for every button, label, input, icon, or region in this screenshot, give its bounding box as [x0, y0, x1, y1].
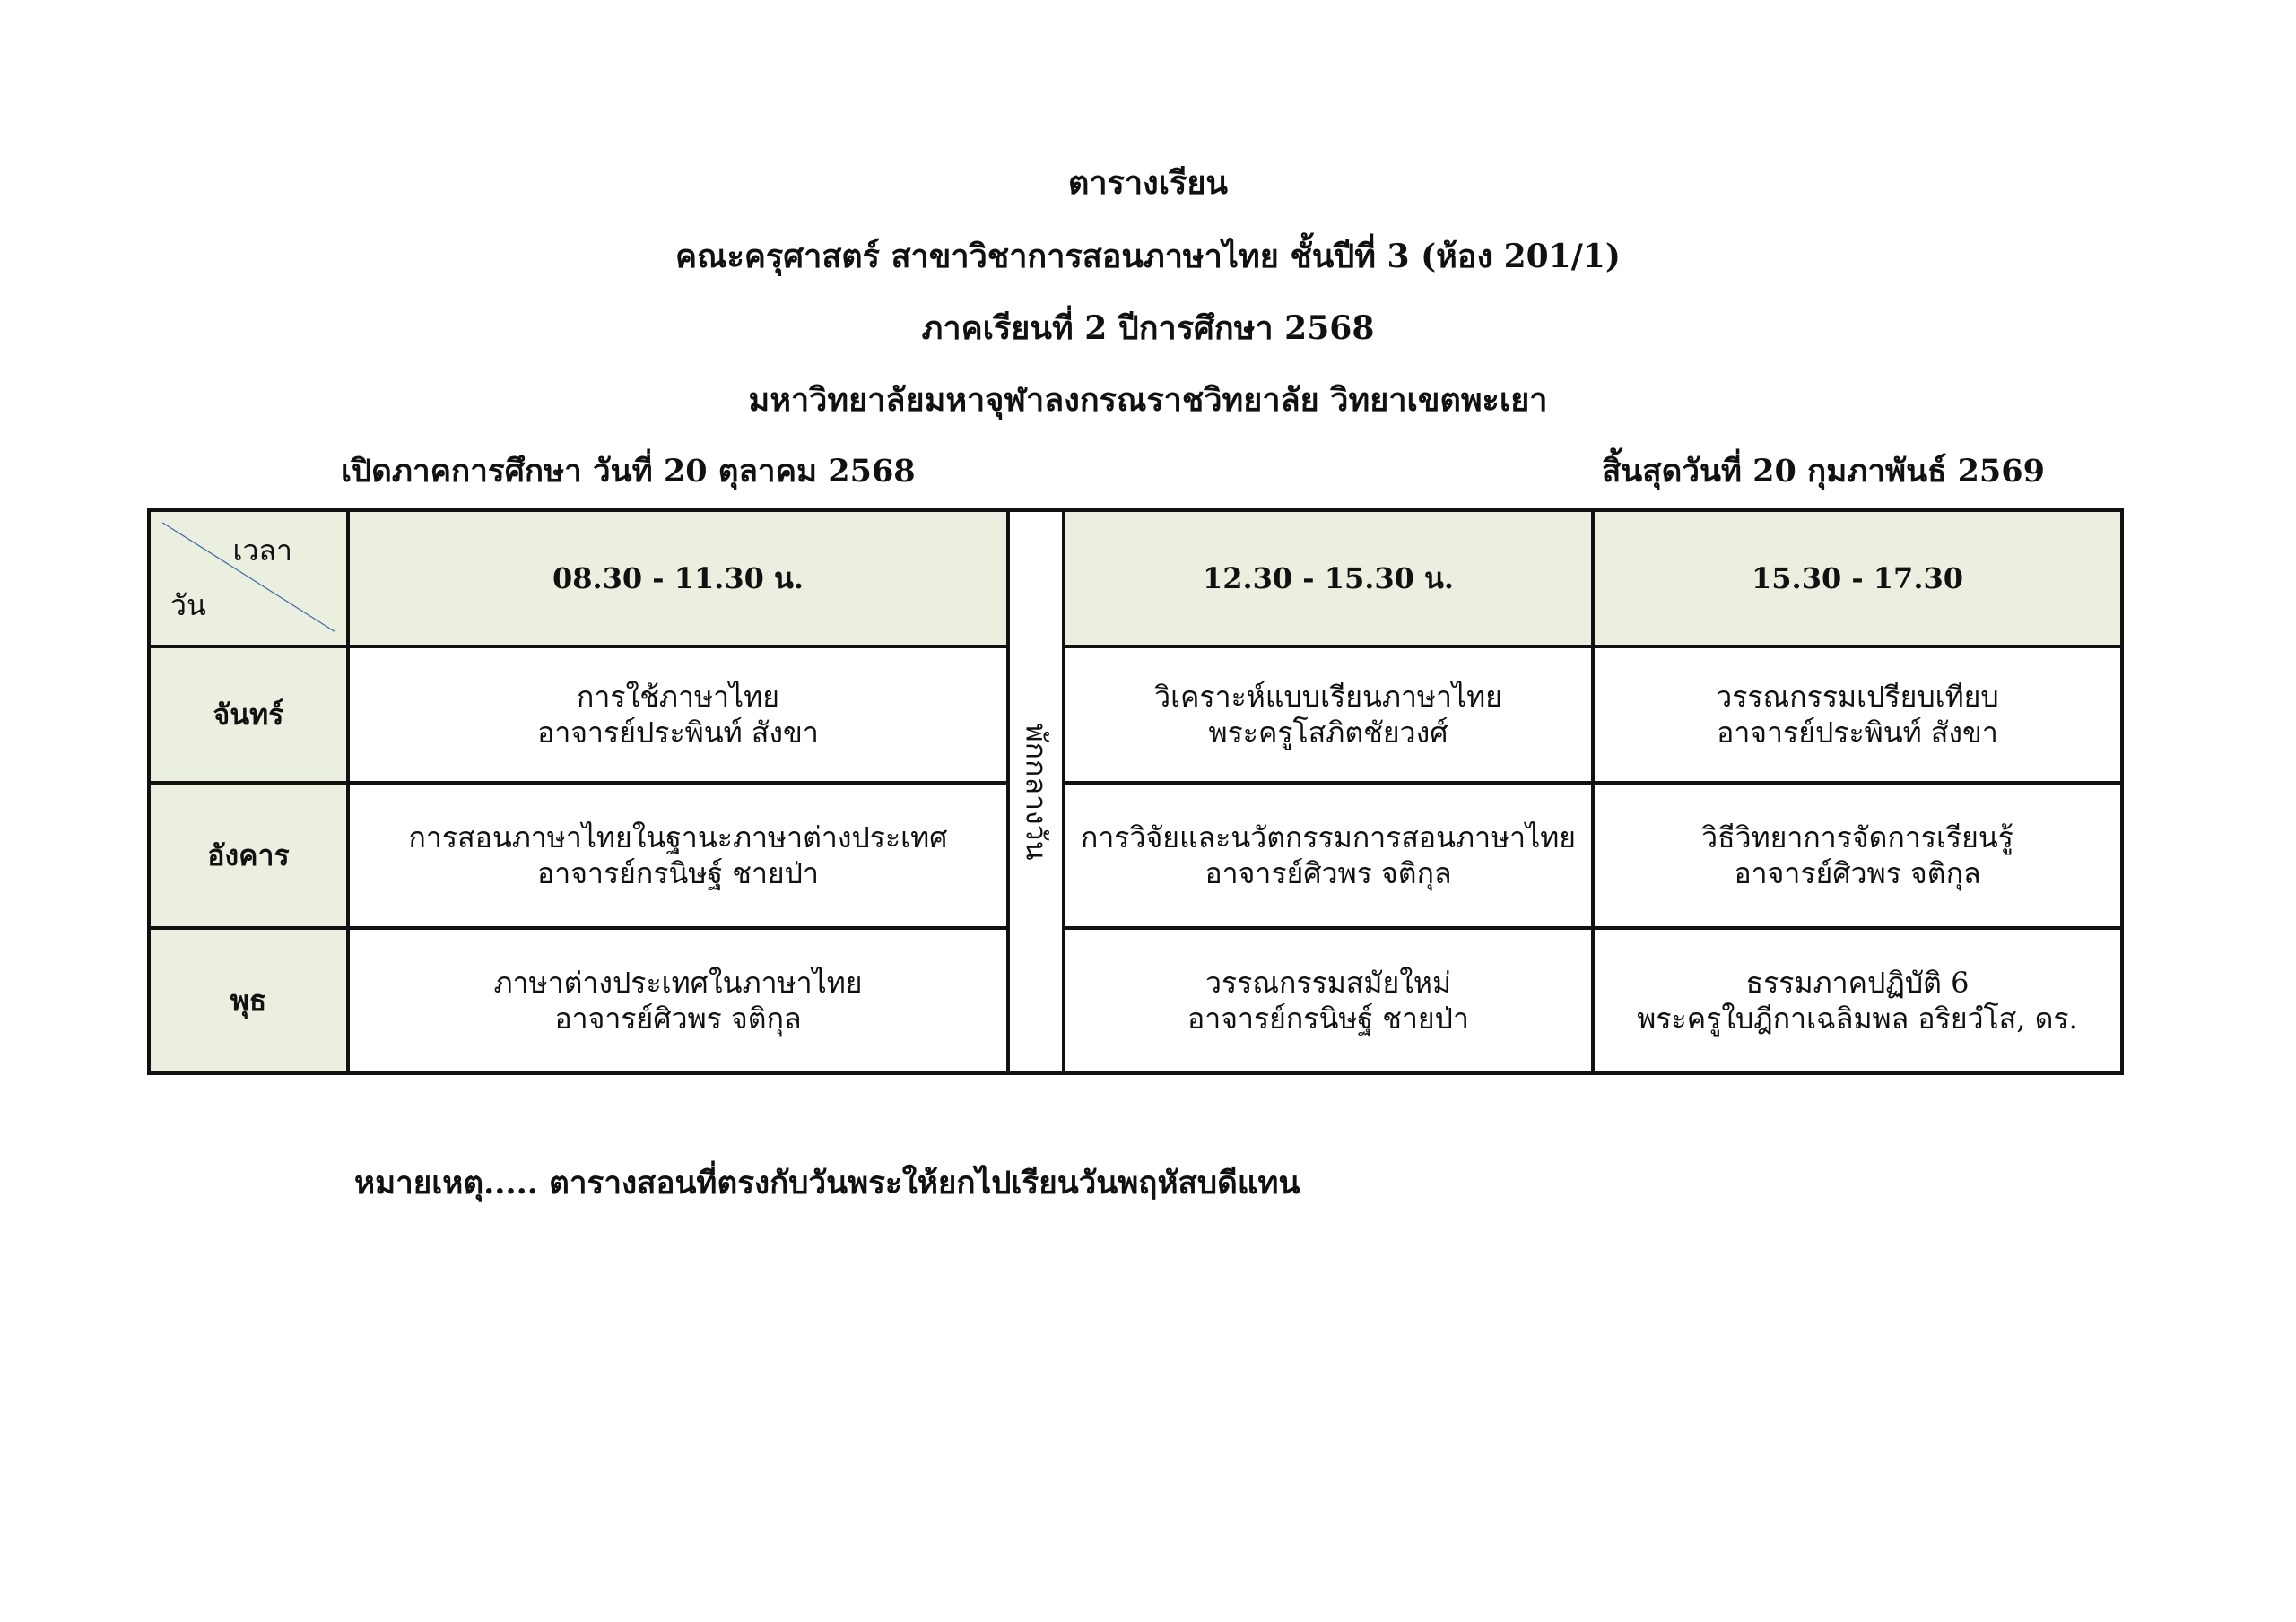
table-row: [149, 783, 2122, 928]
class-cell: [1593, 783, 2122, 928]
course-name: การวิจัยและนวัตกรรมการสอนภาษาไทย: [1080, 820, 1577, 854]
course-name: ธรรมภาคปฏิบัติ 6: [1745, 966, 1970, 1000]
day-label: อังคาร: [149, 783, 348, 928]
course-name: ภาษาต่างประเทศในภาษาไทย: [493, 966, 863, 1000]
course-name: การใช้ภาษาไทย: [577, 680, 779, 714]
faculty-line: คณะครุศาสตร์ สาขาวิชาการสอนภาษาไทย ชั้นปีที่ 3 (ห้อง 201/1): [675, 238, 1621, 275]
corner-cell: [149, 510, 348, 646]
course-name: การสอนภาษาไทยในฐานะภาษาต่างประเทศ: [408, 820, 948, 854]
day-label: พุธ: [149, 928, 348, 1073]
teacher-name: อาจารย์ศิวพร จติกุล: [1205, 856, 1452, 890]
timetable-header-row: [149, 510, 2122, 646]
lunch-break-cell: [1008, 510, 1064, 1073]
corner-time-label: เวลา: [232, 533, 292, 568]
class-cell: [1064, 928, 1593, 1073]
class-cell: [348, 928, 1008, 1073]
table-row: [149, 928, 2122, 1073]
teacher-name: อาจารย์ประพินท์ สังขา: [1717, 716, 1998, 750]
table-row: [149, 646, 2122, 783]
teacher-name: อาจารย์กรนิษฐ์ ชายป่า: [1187, 1002, 1469, 1036]
schedule-note: หมายเหตุ..... ตารางสอนที่ตรงกับวันพระให้ยกไปเรียนวันพฤหัสบดีแทน: [354, 1165, 1300, 1201]
time-slot-header: 15.30 - 17.30: [1593, 510, 2122, 646]
teacher-name: อาจารย์ประพินท์ สังขา: [537, 716, 819, 750]
teacher-name: อาจารย์ศิวพร จติกุล: [554, 1002, 802, 1036]
timetable: [147, 508, 2124, 1075]
teacher-name: พระครูใบฎีกาเฉลิมพล อริยวํโส, ดร.: [1637, 1002, 2078, 1036]
corner-day-label: วัน: [170, 588, 206, 622]
teacher-name: อาจารย์กรนิษฐ์ ชายป่า: [537, 856, 819, 890]
class-cell: [1593, 646, 2122, 783]
teacher-name: อาจารย์ศิวพร จติกุล: [1734, 856, 1981, 890]
time-slot-header: 08.30 - 11.30 น.: [348, 510, 1008, 646]
semester-end-date: สิ้นสุดวันที่ 20 กุมภาพันธ์ 2569: [1601, 453, 2045, 490]
class-cell: [348, 783, 1008, 928]
course-name: วรรณกรรมเปรียบเทียบ: [1716, 680, 1999, 714]
university-line: มหาวิทยาลัยมหาจุฬาลงกรณราชวิทยาลัย วิทยาเขตพะเยา: [748, 381, 1548, 419]
class-cell: [1593, 928, 2122, 1073]
class-cell: [348, 646, 1008, 783]
course-name: วิเคราะห์แบบเรียนภาษาไทย: [1154, 680, 1502, 714]
course-name: วิธีวิทยาการจัดการเรียนรู้: [1701, 820, 2013, 854]
time-slot-header: 12.30 - 15.30 น.: [1064, 510, 1593, 646]
course-name: วรรณกรรมสมัยใหม่: [1205, 966, 1452, 1000]
class-cell: [1064, 783, 1593, 928]
semester-line: ภาคเรียนที่ 2 ปีการศึกษา 2568: [921, 309, 1375, 347]
teacher-name: พระครูโสภิตชัยวงศ์: [1208, 716, 1448, 750]
class-cell: [1064, 646, 1593, 783]
semester-open-date: เปิดภาคการศึกษา วันที่ 20 ตุลาคม 2568: [341, 453, 916, 490]
page-title: ตารางเรียน: [1067, 164, 1229, 202]
lunch-break-label: พักกลางวัน: [1019, 723, 1054, 861]
day-label: จันทร์: [149, 646, 348, 783]
